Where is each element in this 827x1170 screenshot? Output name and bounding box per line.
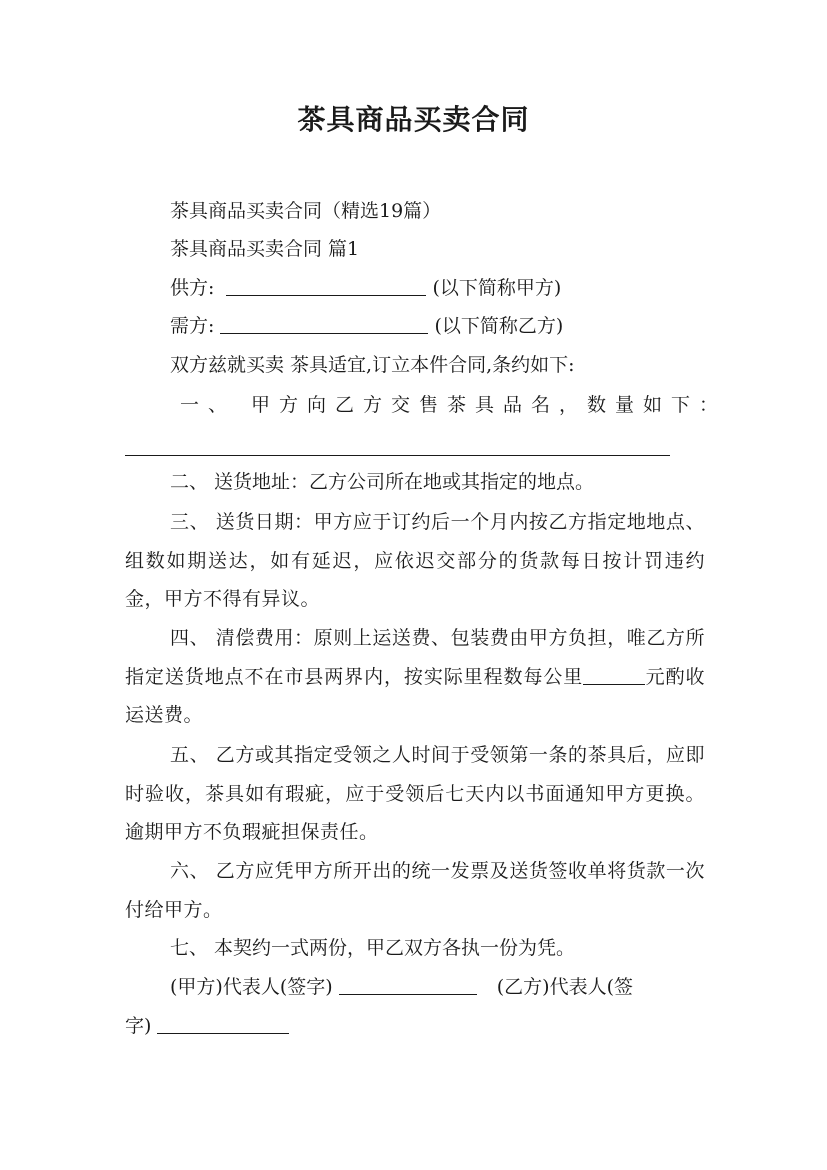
party-b-signature-label: (乙方)代表人(签 — [496, 976, 633, 998]
document-title: 茶具商品买卖合同 — [297, 103, 530, 136]
clause-4-tail: 元酌收运送费。 — [125, 665, 705, 726]
party-b-signature-blank[interactable] — [157, 1013, 289, 1034]
supplier-line — [170, 269, 705, 307]
clause-5: 五、 乙方或其指定受领之人时间于受领第一条的茶具后，应即时验收，茶具如有瑕疵，应于受领后七天内以书面通知甲方更换。逾期甲方不负瑕疵担保责任。 — [125, 744, 705, 843]
supplier-label: 供方: — [170, 277, 215, 299]
clause-2: 二、 送货地址：乙方公司所在地或其指定的地点。 — [170, 471, 595, 493]
signature-line — [170, 968, 705, 1006]
clause-3: 三、 送货日期：甲方应于订约后一个月内按乙方指定地地点、组数如期送达，如有延迟，应依迟交部分的货款每日按计罚违约金，甲方不得有异议。 — [125, 511, 705, 610]
buyer-note: (以下简称乙方) — [434, 315, 564, 337]
buyer-line — [170, 307, 705, 345]
clause-7: 七、 本契约一式两份，甲乙双方各执一份为凭。 — [170, 937, 576, 959]
clause-1-items-blank[interactable] — [125, 455, 670, 456]
supplier-note: (以下简称甲方) — [432, 277, 562, 299]
buyer-name-blank[interactable] — [220, 313, 428, 334]
section-heading: 茶具商品买卖合同 篇1 — [170, 238, 360, 260]
party-a-signature-blank[interactable] — [339, 974, 477, 995]
party-a-signature-label: (甲方)代表人(签字) — [170, 976, 333, 998]
clause-4 — [125, 619, 705, 735]
supplier-name-blank[interactable] — [226, 275, 426, 296]
per-km-fee-blank[interactable] — [583, 664, 645, 685]
intro-text: 双方兹就买卖 茶具适宜,订立本件合同,条约如下: — [170, 354, 575, 376]
document-subtitle: 茶具商品买卖合同（精选19篇） — [170, 200, 442, 222]
buyer-label: 需方: — [170, 315, 215, 337]
clause-1: 一、 甲方向乙方交售茶具品名，数量如下： — [180, 394, 728, 416]
clause-6: 六、 乙方应凭甲方所开出的统一发票及送货签收单将货款一次付给甲方。 — [125, 860, 705, 921]
signature-line-2 — [125, 1007, 705, 1045]
clause-4-text: 四、 清偿费用：原则上运送费、包装费由甲方负担，唯乙方所指定送货地点不在市县两界内，按实际里程数每公里 — [125, 627, 705, 688]
party-b-signature-label-end: 字) — [125, 1015, 152, 1037]
